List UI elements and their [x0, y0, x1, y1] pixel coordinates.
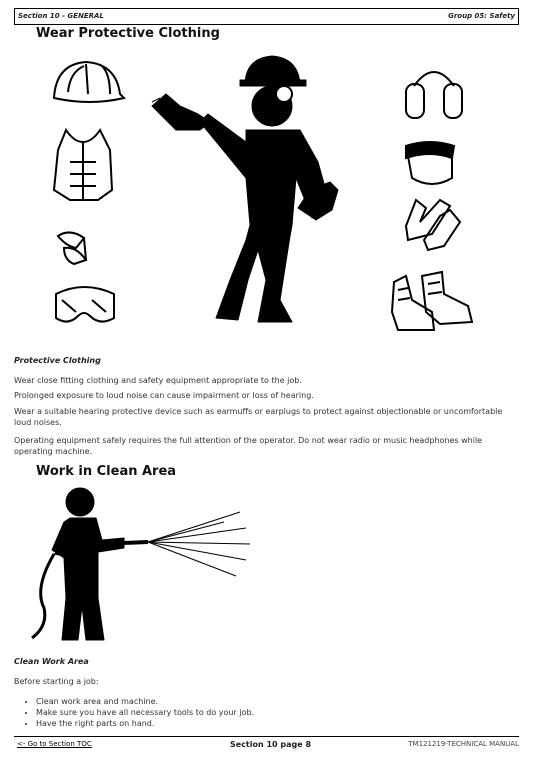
page-number: Section 10 page 8	[230, 740, 312, 749]
protective-clothing-illustration	[40, 50, 490, 340]
hard-hat-icon	[54, 62, 124, 102]
paragraph: Operating equipment safely requires the full attention of the operator. Do not wear radio or music headphones while operating machine.	[14, 436, 483, 456]
section-title-protective: Wear Protective Clothing	[36, 26, 220, 41]
washer-hose	[32, 554, 54, 638]
subtitle-clean-work-area: Clean Work Area	[14, 657, 89, 666]
paragraph: Prolonged exposure to loud noise can cause impairment or loss of hearing.	[14, 391, 314, 400]
go-to-section-toc-link[interactable]: <- Go to Section TOC	[17, 740, 92, 748]
subtitle-protective-clothing: Protective Clothing	[14, 356, 101, 365]
header-group: Group 05: Safety	[448, 12, 515, 20]
washer-wand	[98, 542, 148, 544]
safety-vest-icon	[54, 130, 112, 200]
earplugs-icon	[58, 232, 86, 264]
person-silhouette	[152, 56, 338, 322]
person-with-washer-silhouette	[52, 488, 124, 640]
gloves-icon	[406, 200, 460, 250]
section-title-clean-area: Work in Clean Area	[36, 464, 177, 479]
paragraph: Wear a suitable hearing protective device such as earmuffs or earplugs to protect against objectionable or uncomfortable loud noises.	[14, 407, 503, 427]
manual-id: TM121219-TECHNICAL MANUAL	[408, 740, 519, 748]
paragraph: Wear close fitting clothing and safety equipment appropriate to the job.	[14, 376, 302, 385]
checklist	[24, 696, 254, 729]
earmuffs-icon	[406, 72, 462, 118]
pressure-washer-illustration	[14, 488, 274, 648]
face-shield-icon	[406, 142, 454, 184]
water-spray-icon	[148, 512, 250, 576]
list-item: • Have the right parts on hand.	[36, 718, 254, 729]
footer-divider	[14, 736, 519, 737]
list-item: • Clean work area and machine.	[36, 696, 254, 707]
intro-text: Before starting a job:	[14, 677, 99, 686]
safety-boots-icon	[392, 272, 472, 330]
page-header	[14, 8, 519, 25]
list-item: • Make sure you have all necessary tools to do your job.	[36, 707, 254, 718]
safety-goggles-icon	[56, 287, 114, 322]
header-section: Section 10 - GENERAL	[18, 12, 104, 20]
